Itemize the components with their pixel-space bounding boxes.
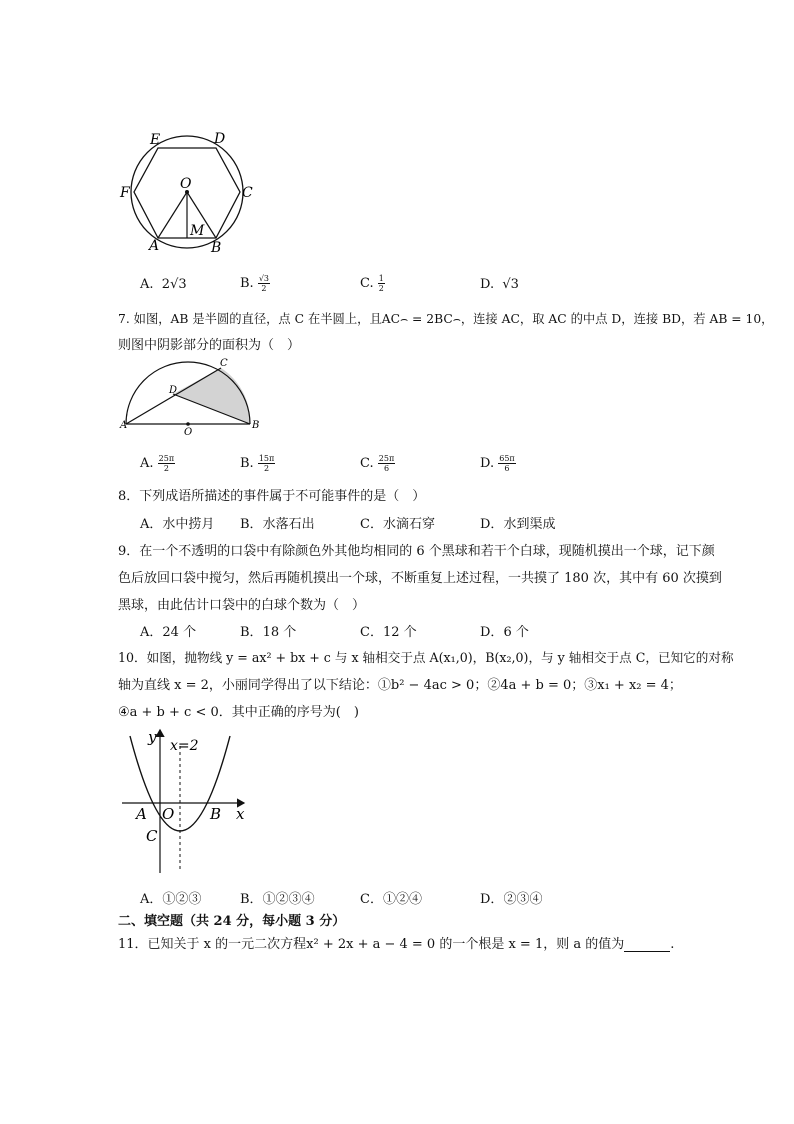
label-o: O [184,427,193,436]
shaded-region [173,368,250,424]
q9-option-d-letter: D． [480,625,504,640]
q8-line-1: 8．下列成语所描述的事件属于不可能事件的是（ ） [118,489,426,504]
hexagon-circle-figure [112,124,262,264]
q6-option-c [360,274,385,293]
q7-line-2: 则图中阴影部分的面积为（ ） [118,338,301,353]
q10-option-c [360,888,422,907]
label-b: B [211,240,222,256]
q8-option-b [240,513,315,532]
q7-option-c-den: 6 [383,464,390,473]
q8-option-a-letter: A． [140,517,163,532]
q11-text: 11．已知关于 x 的一元二次方程x² + 2x + a − 4 = 0 的一个根是 x = 1，则 a 的值为 [118,937,625,952]
answer-blank [624,939,670,952]
q10-option-d-text: ②③④ [503,892,543,907]
q7-option-d-letter: D. [480,456,495,471]
q11-line-1 [118,933,674,952]
q9-option-b-text: 18 个 [262,625,297,640]
q6-option-d [480,277,519,292]
label-m: M [190,223,205,239]
q8-option-c-text: 水滴石穿 [382,517,435,532]
q10-option-b-text: ①②③④ [262,892,315,907]
q6-option-a [140,277,187,292]
q8-option-b-text: 水落石出 [262,517,315,532]
q7-option-a-num: 25π [158,454,175,463]
q8-option-d [480,513,555,532]
q6-option-d-letter: D. [480,277,495,292]
label-o: O [162,805,175,823]
q10-option-b [240,888,315,907]
q7-option-d-den: 6 [504,464,510,473]
q7-option-d-num: 65π [499,454,515,463]
q10-option-a [140,888,201,907]
q6-option-c-letter: C. [360,276,374,291]
q9-line-3: 黑球，由此估计口袋中的白球个数为（ ） [118,598,366,613]
semicircle-figure [116,356,266,436]
q6-option-a-letter: A. [140,277,154,292]
q6-option-c-den: 2 [378,284,384,293]
q10-option-a-text: ①②③ [162,892,202,907]
q6-option-d-text: √3 [502,277,519,292]
label-d: D [169,385,178,396]
q8-option-d-text: 水到渠成 [503,517,556,532]
q7-line-1: 7. 如图，AB 是半圆的直径，点 C 在半圆上，且AC⌢ = 2BC⌢，连接 AC，取 AC 的中点 D，连接 BD，若 AB = 10， [118,312,774,326]
segment-oa [158,192,187,238]
q10-line-3: ④a + b + c < 0．其中正确的序号为( ) [118,705,359,720]
label-d: D [214,131,226,147]
center-point [186,422,190,426]
q6-option-b-letter: B. [240,276,254,291]
q10-option-c-letter: C． [360,892,383,907]
q8-option-a-text: 水中捞月 [162,517,215,532]
q10-option-b-letter: B． [240,892,263,907]
label-c: C [242,185,253,201]
q10-option-d-letter: D． [480,892,504,907]
label-x: x [236,805,245,823]
q7-option-c [360,454,395,473]
q9-option-c-letter: C． [360,625,383,640]
section-title: 二、填空题（共 24 分，每小题 3 分） [118,914,346,929]
q9-option-d-text: 6 个 [503,625,529,640]
label-b: B [210,805,222,823]
q6-option-a-text: 2√3 [161,277,187,292]
q9-option-b-letter: B． [240,625,263,640]
q8-option-b-letter: B． [240,517,263,532]
label-c: C [220,358,228,369]
label-y: y [148,728,157,746]
q7-option-b [240,454,275,473]
q9-option-c-text: 12 个 [382,625,417,640]
q7-option-b-num: 15π [258,454,275,463]
q6-option-b-den: 2 [261,284,267,293]
label-a: A [120,420,128,431]
q7-option-c-num: 25π [378,454,395,463]
q9-option-b [240,621,296,640]
q6-option-c-num: 1 [378,274,384,283]
label-a: A [136,805,147,823]
q7-option-a-letter: A. [140,456,154,471]
q10-option-a-letter: A． [140,892,163,907]
q8-option-c-letter: C． [360,517,383,532]
q10-line-1: 10．如图，抛物线 y = ax² + bx + c 与 x 轴相交于点 A(x₁,0)，B(x₂,0)，与 y 轴相交于点 C，已知它的对称 [118,650,734,665]
q8-option-a [140,513,214,532]
q9-line-1: 9．在一个不透明的口袋中有除颜色外其他均相同的 6 个黑球和若干个白球，现随机摸出一个球，记下颜 [118,544,715,559]
q10-option-c-text: ①②④ [382,892,422,907]
label-a: A [149,238,160,254]
q7-option-a-den: 2 [163,464,169,473]
q7-option-d [480,454,516,473]
q9-option-d [480,621,529,640]
q10-line-2: 轴为直线 x = 2，小丽同学得出了以下结论：①b² − 4ac > 0；②4a + b = 0；③x₁ + x₂ = 4； [118,678,682,693]
q6-option-b [240,274,270,293]
q6-option-b-num: √3 [258,274,270,283]
q9-option-a [140,621,196,640]
q7-option-c-letter: C. [360,456,374,471]
label-o: O [180,176,192,192]
label-c: C [146,827,158,845]
q7-option-b-letter: B. [240,456,254,471]
q11-tail: . [670,937,675,952]
label-axis: x=2 [170,738,199,754]
q10-option-d [480,888,542,907]
q9-option-c [360,621,417,640]
label-e: E [150,132,161,148]
q9-option-a-text: 24 个 [162,625,197,640]
q7-option-a [140,454,175,473]
q8-option-c [360,513,435,532]
q9-line-2: 色后放回口袋中搅匀，然后再随机摸出一个球，不断重复上述过程，一共摸了 180 次，其中有 60 次摸到 [118,571,722,586]
label-f: F [120,185,130,201]
q8-option-d-letter: D． [480,517,504,532]
label-b: B [252,420,260,431]
q9-option-a-letter: A． [140,625,163,640]
q7-option-b-den: 2 [264,464,270,473]
parabola-figure [114,726,254,876]
